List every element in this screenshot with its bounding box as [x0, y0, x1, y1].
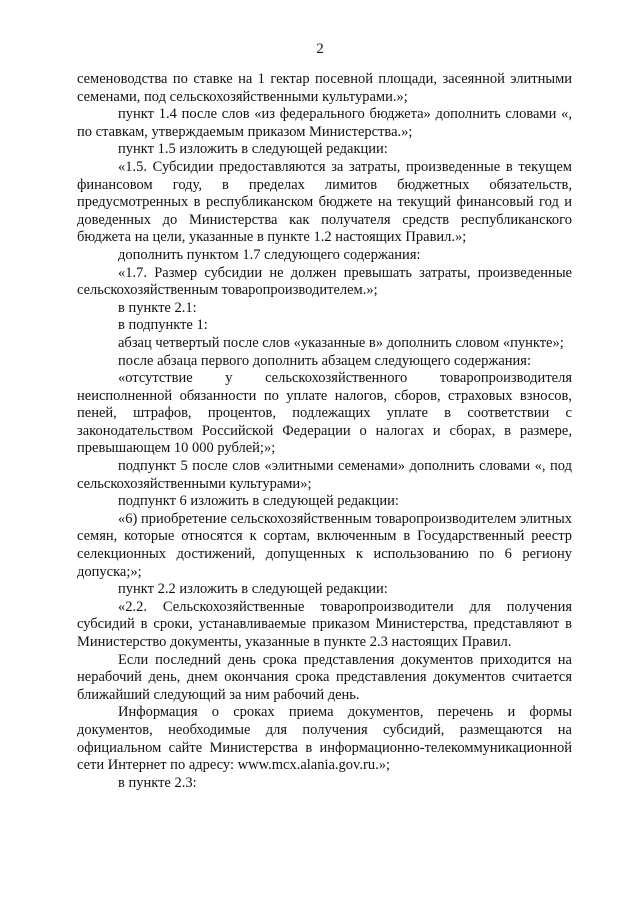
paragraph: «1.7. Размер субсидии не должен превышать затраты, произведенные сельскохозяйственным товаропроизводителем.»; — [77, 264, 572, 299]
document-body — [77, 71, 572, 792]
paragraph: после абзаца первого дополнить абзацем следующего содержания: — [118, 352, 531, 369]
paragraph: пункт 1.4 после слов «из федерального бюджета» дополнить словами «, по ставкам, утверждаемым приказом Министерства.»; — [77, 106, 572, 140]
paragraph: дополнить пунктом 1.7 следующего содержания: — [118, 246, 421, 263]
paragraph: в пункте 2.1: — [118, 299, 197, 316]
page-number: 2 — [316, 41, 324, 57]
paragraph: пункт 1.5 изложить в следующей редакции: — [118, 141, 388, 158]
paragraph: «6) приобретение сельскохозяйственным товаропроизводителем элитных семян, которые относятся к сортам, включенным в Государственный реестр селекционных достижений, допущенных к использованию по 6 региону допуска;»; — [77, 510, 572, 580]
paragraph: в пункте 2.3: — [118, 774, 197, 791]
paragraph: Информация о сроках приема документов, перечень и формы документов, необходимые для получения субсидий, размещаются на официальном сайте Министерства в информационно-телекоммуникационной сети Интернет по адресу: www.mcx.alania.gov.ru.»; — [77, 704, 572, 774]
paragraph: подпункт 5 после слов «элитными семенами» дополнить словами «, под сельскохозяйственными культурами»; — [77, 458, 572, 492]
paragraph: Если последний день срока представления документов приходится на нерабочий день, днем окончания срока представления документов считается ближайший следующий за ним рабочий день. — [77, 651, 572, 703]
paragraph: в подпункте 1: — [118, 317, 208, 334]
paragraph: подпункт 6 изложить в следующей редакции: — [118, 493, 399, 510]
paragraph: абзац четвертый после слов «указанные в» дополнить словом «пункте»; — [118, 334, 564, 351]
paragraph: пункт 2.2 изложить в следующей редакции: — [118, 581, 388, 598]
paragraph: семеноводства по ставке на 1 гектар посевной площади, засеянной элитными семенами, под сельскохозяйственными культурами.»; — [77, 71, 572, 105]
paragraph: «отсутствие у сельскохозяйственного товаропроизводителя неисполненной обязанности по уплате налогов, сборов, страховых взносов, пеней, штрафов, процентов, подлежащих уплате в соответствии с законодательством Российской Федерации о налогах и сборах, в размере, превышающем 10 000 рублей;»; — [77, 370, 572, 457]
paragraph: «1.5. Субсидии предоставляются за затраты, произведенные в текущем финансовом году, в пределах лимитов бюджетных обязательств, предусмотренных в республиканском бюджете на текущий финансовый год и доведенных до Министерства как получателя средств республиканского бюджета на цели, указанные в пункте 1.2 настоящих Правил.»; — [77, 158, 572, 246]
paragraph: «2.2. Сельскохозяйственные товаропроизводители для получения субсидий в сроки, устанавливаемые приказом Министерства, представляют в Министерство документы, указанные в пункте 2.3 настоящих Правил. — [77, 598, 572, 650]
